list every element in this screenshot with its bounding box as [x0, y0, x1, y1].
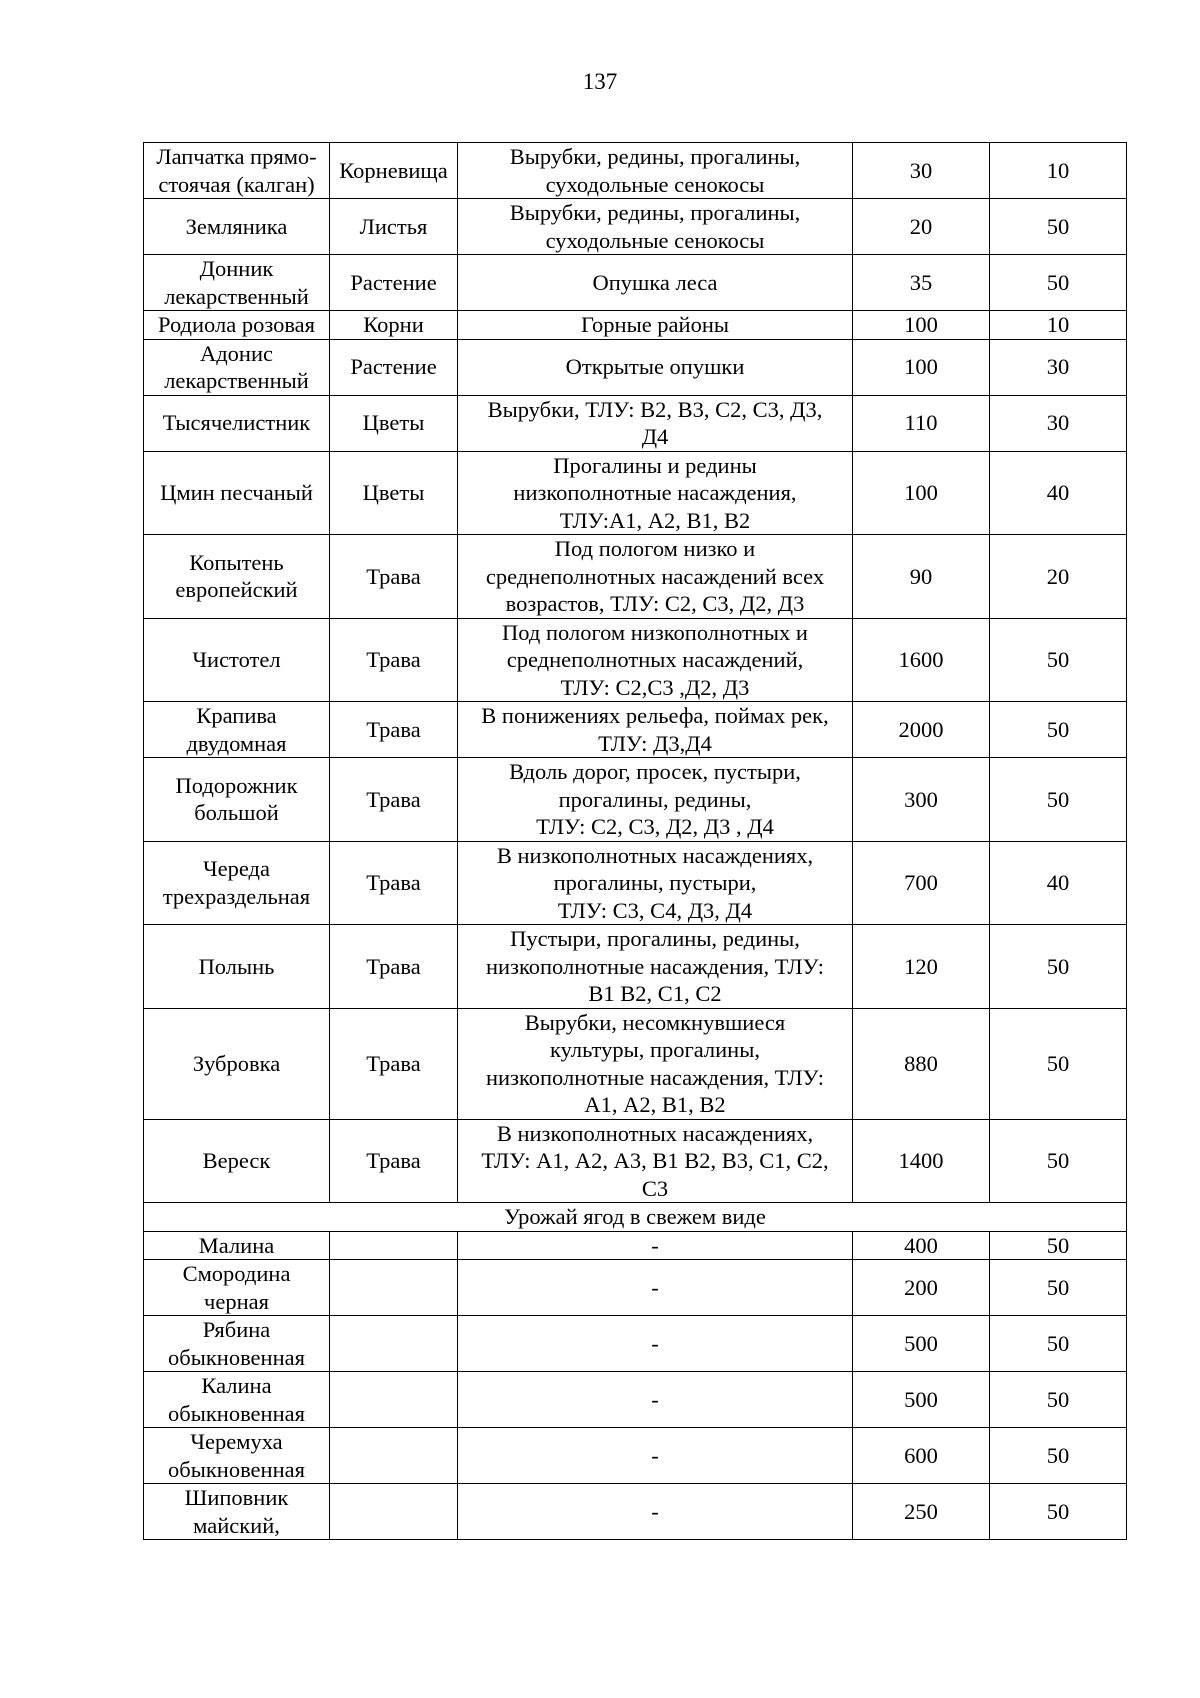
habitat-cell: Горные районы	[458, 311, 853, 340]
table-body	[144, 143, 1127, 1540]
value-cell-2: 50	[990, 1008, 1127, 1119]
habitat-cell: Открытые опушки	[458, 339, 853, 395]
plant-part-cell: Корни	[330, 311, 458, 340]
value-cell-2: 50	[990, 1231, 1127, 1260]
plant-part-cell: Трава	[330, 1008, 458, 1119]
page-number: 137	[582, 69, 618, 94]
value-cell-2: 50	[990, 1316, 1127, 1372]
value-cell-2: 50	[990, 618, 1127, 702]
plant-name-cell: Крапива двудомная	[144, 702, 330, 758]
habitat-cell: -	[458, 1231, 853, 1260]
value-cell-2: 10	[990, 311, 1127, 340]
plant-part-cell: Листья	[330, 199, 458, 255]
table-row	[144, 1260, 1127, 1316]
value-cell-1: 300	[853, 758, 990, 842]
value-cell-1: 35	[853, 255, 990, 311]
table-row	[144, 1316, 1127, 1372]
habitat-cell: Вырубки, ТЛУ: В2, В3, С2, С3, Д3, Д4	[458, 395, 853, 451]
value-cell-2: 50	[990, 1260, 1127, 1316]
value-cell-2: 50	[990, 1484, 1127, 1540]
value-cell-1: 200	[853, 1260, 990, 1316]
table-row	[144, 395, 1127, 451]
plant-name-cell: Рябина обыкновенная	[144, 1316, 330, 1372]
plant-part-cell: Трава	[330, 1119, 458, 1203]
table-row	[144, 758, 1127, 842]
value-cell-2: 50	[990, 1428, 1127, 1484]
plant-part-cell: Цветы	[330, 451, 458, 535]
plant-part-cell	[330, 1428, 458, 1484]
table-row	[144, 1484, 1127, 1540]
plant-part-cell: Растение	[330, 255, 458, 311]
plant-name-cell: Череда трехраздельная	[144, 841, 330, 925]
table-row	[144, 199, 1127, 255]
value-cell-2: 30	[990, 395, 1127, 451]
value-cell-1: 20	[853, 199, 990, 255]
habitat-cell: -	[458, 1372, 853, 1428]
section-heading-row	[144, 1203, 1127, 1232]
value-cell-1: 100	[853, 339, 990, 395]
plant-part-cell: Трава	[330, 758, 458, 842]
value-cell-1: 30	[853, 143, 990, 199]
table-row	[144, 451, 1127, 535]
plant-name-cell: Донник лекарственный	[144, 255, 330, 311]
plant-part-cell: Трава	[330, 535, 458, 619]
plant-name-cell: Вереск	[144, 1119, 330, 1203]
plant-part-cell: Корневища	[330, 143, 458, 199]
plant-part-cell: Цветы	[330, 395, 458, 451]
habitat-cell: В низкополнотных насаждениях, ТЛУ: А1, А2, А3, В1 В2, В3, С1, С2, С3	[458, 1119, 853, 1203]
habitat-cell: -	[458, 1260, 853, 1316]
plant-name-cell: Шиповник майский,	[144, 1484, 330, 1540]
habitat-cell: Вырубки, несомкнувшиеся культуры, прогалины, низкополнотные насаждения, ТЛУ: А1, А2, В1, В2	[458, 1008, 853, 1119]
value-cell-1: 100	[853, 311, 990, 340]
value-cell-2: 50	[990, 702, 1127, 758]
value-cell-1: 250	[853, 1484, 990, 1540]
value-cell-2: 40	[990, 841, 1127, 925]
value-cell-2: 50	[990, 758, 1127, 842]
plant-name-cell: Полынь	[144, 925, 330, 1009]
value-cell-1: 1600	[853, 618, 990, 702]
value-cell-2: 50	[990, 255, 1127, 311]
value-cell-1: 2000	[853, 702, 990, 758]
value-cell-1: 880	[853, 1008, 990, 1119]
plant-part-cell: Растение	[330, 339, 458, 395]
plant-part-cell	[330, 1484, 458, 1540]
habitat-cell: Под пологом низко и среднеполнотных насаждений всех возрастов, ТЛУ: С2, С3, Д2, Д3	[458, 535, 853, 619]
habitat-cell: -	[458, 1428, 853, 1484]
plant-name-cell: Цмин песчаный	[144, 451, 330, 535]
value-cell-1: 500	[853, 1316, 990, 1372]
habitat-cell: -	[458, 1484, 853, 1540]
table-row	[144, 1372, 1127, 1428]
plant-part-cell: Трава	[330, 702, 458, 758]
plant-part-cell	[330, 1372, 458, 1428]
plant-name-cell: Земляника	[144, 199, 330, 255]
table-row	[144, 1231, 1127, 1260]
plant-name-cell: Чистотел	[144, 618, 330, 702]
table-row	[144, 925, 1127, 1009]
value-cell-1: 400	[853, 1231, 990, 1260]
value-cell-2: 10	[990, 143, 1127, 199]
value-cell-1: 120	[853, 925, 990, 1009]
habitat-cell: -	[458, 1316, 853, 1372]
habitat-cell: Пустыри, прогалины, редины, низкополнотные насаждения, ТЛУ: В1 В2, С1, С2	[458, 925, 853, 1009]
plant-name-cell: Тысячелистник	[144, 395, 330, 451]
plant-name-cell: Родиола розовая	[144, 311, 330, 340]
plant-resources-table	[143, 142, 1127, 1540]
table-row	[144, 535, 1127, 619]
plant-name-cell: Малина	[144, 1231, 330, 1260]
plant-part-cell	[330, 1260, 458, 1316]
plant-name-cell: Черемуха обыкновенная	[144, 1428, 330, 1484]
plant-name-cell: Калина обыкновенная	[144, 1372, 330, 1428]
habitat-cell: Вырубки, редины, прогалины, суходольные сенокосы	[458, 199, 853, 255]
table-row	[144, 702, 1127, 758]
value-cell-1: 500	[853, 1372, 990, 1428]
habitat-cell: Прогалины и редины низкополнотные насаждения, ТЛУ:А1, А2, В1, В2	[458, 451, 853, 535]
table-row	[144, 1119, 1127, 1203]
value-cell-2: 50	[990, 1372, 1127, 1428]
plant-part-cell: Трава	[330, 841, 458, 925]
value-cell-2: 30	[990, 339, 1127, 395]
table-row	[144, 143, 1127, 199]
table-row	[144, 841, 1127, 925]
table-row	[144, 339, 1127, 395]
value-cell-1: 700	[853, 841, 990, 925]
table-row	[144, 618, 1127, 702]
table-row	[144, 255, 1127, 311]
habitat-cell: В понижениях рельефа, поймах рек, ТЛУ: Д3,Д4	[458, 702, 853, 758]
plant-name-cell: Адонис лекарственный	[144, 339, 330, 395]
value-cell-1: 110	[853, 395, 990, 451]
plant-name-cell: Копытень европейский	[144, 535, 330, 619]
plant-part-cell: Трава	[330, 618, 458, 702]
table-row	[144, 1008, 1127, 1119]
plant-name-cell: Смородина черная	[144, 1260, 330, 1316]
table-row	[144, 1428, 1127, 1484]
plant-name-cell: Подорожник большой	[144, 758, 330, 842]
plant-name-cell: Лапчатка прямо- стоячая (калган)	[144, 143, 330, 199]
value-cell-1: 90	[853, 535, 990, 619]
value-cell-2: 50	[990, 1119, 1127, 1203]
habitat-cell: Опушка леса	[458, 255, 853, 311]
value-cell-2: 50	[990, 199, 1127, 255]
habitat-cell: В низкополнотных насаждениях, прогалины, пустыри, ТЛУ: С3, С4, Д3, Д4	[458, 841, 853, 925]
value-cell-1: 1400	[853, 1119, 990, 1203]
section-heading: Урожай ягод в свежем виде	[144, 1203, 1127, 1232]
plant-part-cell	[330, 1231, 458, 1260]
plant-name-cell: Зубровка	[144, 1008, 330, 1119]
habitat-cell: Вдоль дорог, просек, пустыри, прогалины, редины, ТЛУ: С2, С3, Д2, Д3 , Д4	[458, 758, 853, 842]
value-cell-1: 100	[853, 451, 990, 535]
table-row	[144, 311, 1127, 340]
plant-part-cell: Трава	[330, 925, 458, 1009]
habitat-cell: Вырубки, редины, прогалины, суходольные сенокосы	[458, 143, 853, 199]
plant-part-cell	[330, 1316, 458, 1372]
habitat-cell: Под пологом низкополнотных и среднеполнотных насаждений, ТЛУ: С2,С3 ,Д2, Д3	[458, 618, 853, 702]
value-cell-2: 40	[990, 451, 1127, 535]
value-cell-2: 50	[990, 925, 1127, 1009]
value-cell-2: 20	[990, 535, 1127, 619]
value-cell-1: 600	[853, 1428, 990, 1484]
